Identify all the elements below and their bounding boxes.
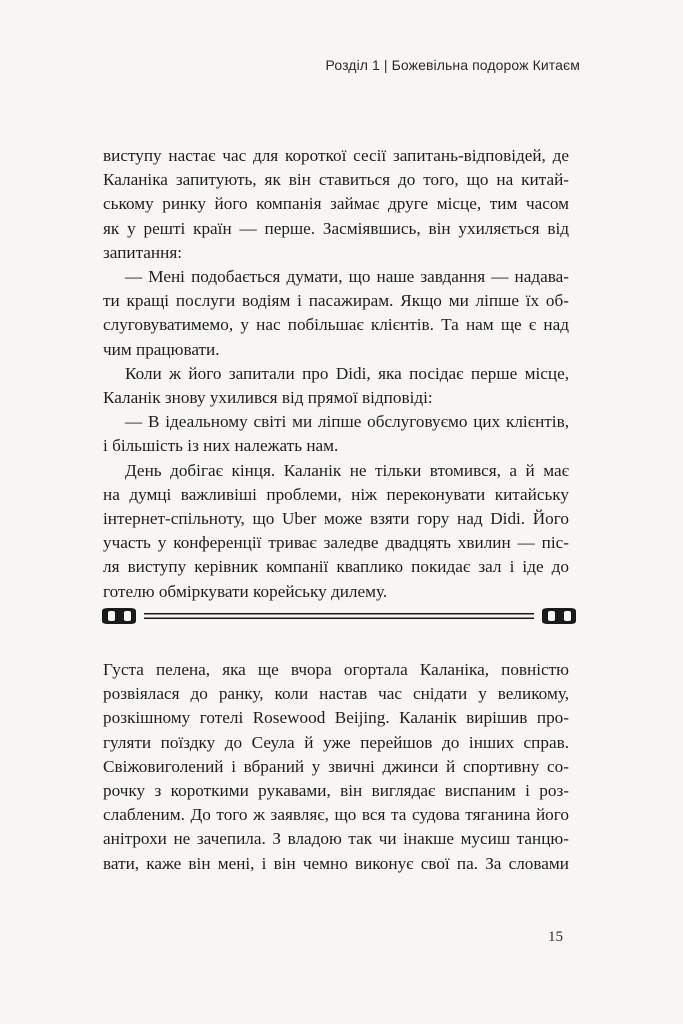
text-line: — Мені подобається думати, що наше завдання — надава-: [125, 267, 569, 287]
running-head: Розділ 1 | Божевільна подорож Китаєм: [325, 57, 580, 73]
text-line: ля виступу керівник компанії кваплико покидає зал і іде до: [103, 557, 569, 577]
text-line: розвіялася до ранку, коли настав час снідати у великому,: [103, 684, 569, 704]
text-line: готелю обміркувати корейську дилему.: [103, 581, 388, 601]
text-line: чим працювати.: [103, 339, 220, 359]
text-line: інтернет-спільноту, що Uber може взяти гору над Didi. Його: [103, 509, 569, 529]
car-icon: [542, 608, 576, 624]
text-line: слабленим. До того ж заявляє, що вся та судова тяганина його: [103, 805, 569, 825]
text-block-1: [103, 144, 569, 604]
text-line: участь у конференції триває заледве двадцять хвилин — піс-: [103, 533, 569, 553]
text-line: і більшість із них належать нам.: [103, 436, 339, 456]
text-line: як у решті країн — перше. Засміявшись, він ухиляється від: [103, 218, 569, 238]
text-line: гуляти поїздку до Сеула й уже перейшов до інших справ.: [103, 732, 569, 752]
text-line: Густа пелена, яка ще вчора огортала Каланіка, повністю: [103, 660, 569, 679]
text-line: вати, каже він мені, і він чемно виконує свої па. За словами: [103, 853, 569, 873]
text-line: анітрохи не зачепила. З владою так чи інакше мусиш танцю-: [103, 829, 569, 849]
text-line: слуговуватимемо, у нас побільшає клієнтів. Та нам ще є над: [103, 315, 569, 335]
page-number: 15: [548, 929, 563, 945]
text-line: розкішному готелі Rosewood Beijing. Каланік вирішив про-: [103, 708, 569, 728]
text-line: Каланік знову ухилився від прямої відповіді:: [103, 388, 433, 408]
text-line: Коли ж його запитали про Didi, яка посідає перше місце,: [125, 363, 569, 383]
text-line: виступу настає час для короткої сесії запитань-відповідей, де: [103, 146, 569, 165]
text-block-2: [103, 658, 569, 876]
text-line: на думці важливіші проблеми, ніж переконувати китайську: [103, 484, 569, 504]
text-line: Каланіка запитують, як він ставиться до того, що на китай-: [103, 170, 569, 190]
car-icon: [102, 608, 136, 624]
text-line: ському ринку його компанія займає друге місце, тим часом: [103, 194, 569, 214]
text-line: рочку з короткими рукавами, він виглядає виспаним і роз-: [103, 781, 569, 801]
section-divider: [100, 606, 578, 626]
text-line: ти кращі послуги водіям і пасажирам. Якщо ми ліпше їх об-: [103, 291, 569, 311]
text-line: Свіжовиголений і вбраний у звичні джинси й спортивну со-: [103, 756, 569, 776]
text-line: запитання:: [103, 242, 183, 262]
text-line: День добігає кінця. Каланік не тільки втомився, а й має: [125, 460, 569, 480]
text-line: — В ідеальному світі ми ліпше обслуговуємо цих клієнтів,: [125, 412, 569, 432]
